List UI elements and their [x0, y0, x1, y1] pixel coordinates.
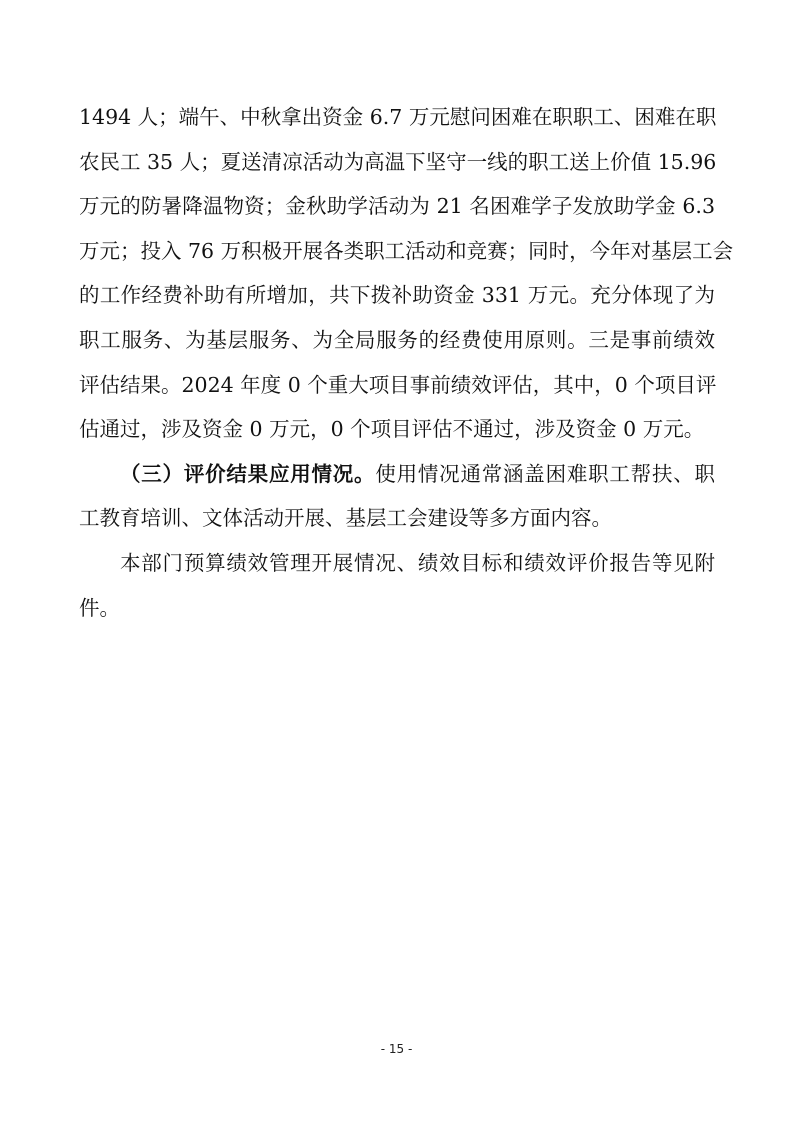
page-number: - 15 - [380, 1042, 413, 1056]
text-line: 件。 [79, 595, 120, 620]
text-line: 农民工 35 人；夏送清凉活动为高温下坚守一线的职工送上价值 15.96 [79, 149, 717, 174]
text-line: 职工服务、为基层服务、为全局服务的经费使用原则。三是事前绩效 [79, 327, 715, 352]
text-line: 估通过，涉及资金 0 万元，0 个项目评估不通过，涉及资金 0 万元。 [79, 417, 705, 442]
text-line: 万元的防暑降温物资；金秋助学活动为 21 名困难学子发放助学金 6.3 [79, 194, 715, 219]
paragraph-funding-summary [79, 95, 734, 452]
section-heading-continuation: 使用情况通常涵盖困难职工帮扶、职 [375, 461, 716, 486]
paragraph-evaluation-results [79, 452, 715, 541]
text-line: 工教育培训、文体活动开展、基层工会建设等多方面内容。 [79, 506, 612, 531]
paragraph-attachment-note [79, 541, 715, 630]
text-line: 评估结果。2024 年度 0 个重大项目事前绩效评估，其中，0 个项目评 [79, 372, 717, 397]
section-heading: （三）评价结果应用情况。 [120, 461, 376, 486]
text-line: 的工作经费补助有所增加，共下拨补助资金 331 万元。充分体现了为 [79, 283, 715, 308]
text-line: 本部门预算绩效管理开展情况、绩效目标和绩效评价报告等见附 [120, 550, 715, 575]
text-line [79, 452, 715, 497]
text-line: 万元；投入 76 万积极开展各类职工活动和竞赛；同时，今年对基层工会 [79, 238, 734, 263]
document-body [79, 95, 734, 630]
text-line: 1494 人；端午、中秋拿出资金 6.7 万元慰问困难在职职工、困难在职 [79, 105, 717, 129]
